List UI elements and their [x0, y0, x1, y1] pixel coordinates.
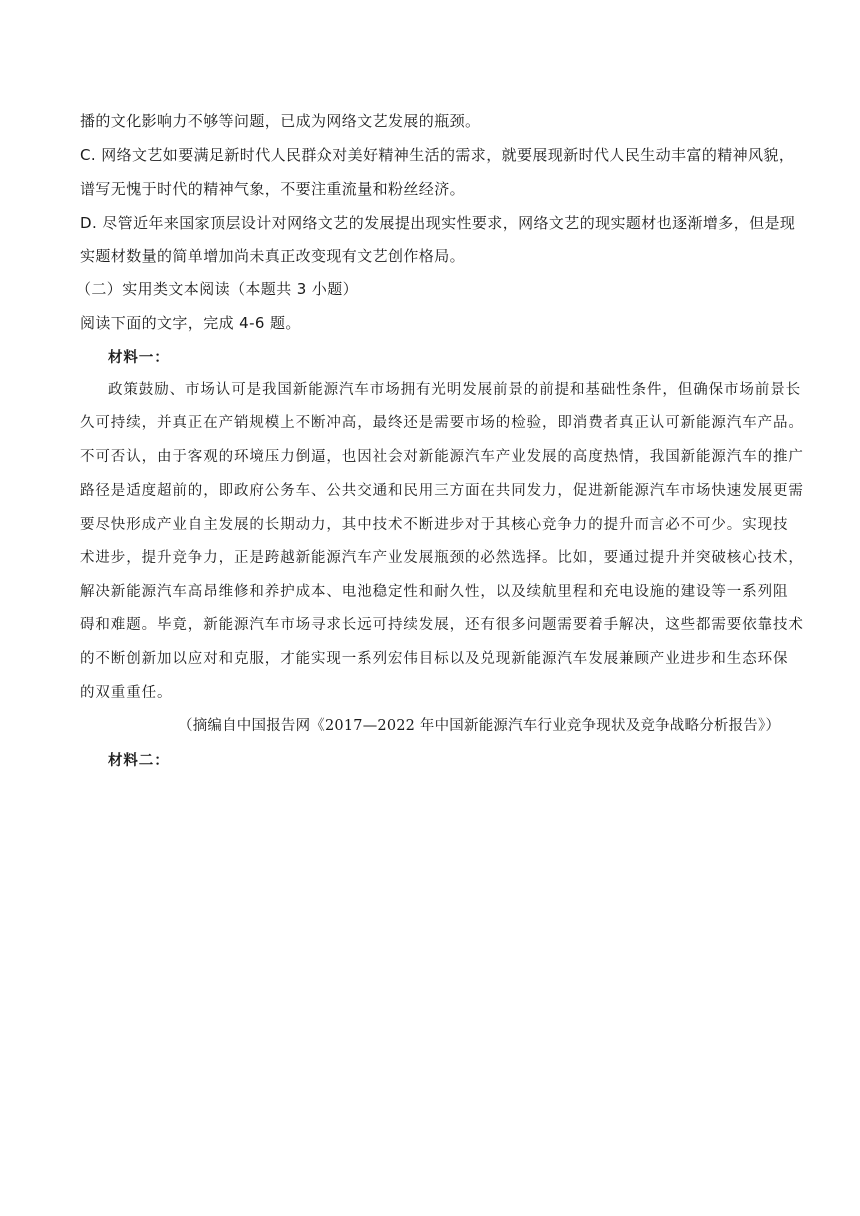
material-1-line: 碍和难题。毕竟，新能源汽车市场寻求长远可持续发展，还有很多问题需要着手解决，这些都需要依靠技术 — [80, 617, 804, 633]
source-citation: （摘编自中国报告网《2017—2022 年中国新能源汽车行业竞争现状及竞争战略分析报告》） — [178, 718, 781, 734]
material-1-line: 的双重重任。 — [80, 685, 173, 701]
material-1-line: 的不断创新加以应对和克服，才能实现一系列宏伟目标以及兑现新能源汽车发展兼顾产业进步和生态环保 — [80, 651, 789, 667]
text-line-continuation: 播的文化影响力不够等问题，已成为网络文艺发展的瓶颈。 — [80, 112, 481, 130]
material-2-label: 材料二： — [108, 752, 170, 769]
section-heading: （二）实用类文本阅读（本题共 3 小题） — [76, 280, 359, 298]
material-1-line: 路径是适度超前的，即政府公务车、公共交通和民用三方面在共同发力，促进新能源汽车市场快速发展更需 — [80, 483, 804, 499]
option-d-line-1: D. 尽管近年来国家顶层设计对网络文艺的发展提出现实性要求，网络文艺的现实题材也逐渐增多，但是现 — [80, 214, 796, 232]
option-d-line-2: 实题材数量的简单增加尚未真正改变现有文艺创作格局。 — [80, 247, 466, 265]
material-1-line: 政策鼓励、市场认可是我国新能源汽车市场拥有光明发展前景的前提和基础性条件，但确保市场前景长 — [108, 382, 801, 398]
material-1-line: 不可否认，由于客观的环境压力倒逼，也因社会对新能源汽车产业发展的高度热情，我国新能源汽车的推广 — [80, 449, 804, 465]
material-1-line: 要尽快形成产业自主发展的长期动力，其中技术不断进步对于其核心竞争力的提升而言必不可少。实现技 — [80, 517, 789, 533]
material-1-line: 解决新能源汽车高昂维修和养护成本、电池稳定性和耐久性，以及续航里程和充电设施的建设等一系列阻 — [80, 584, 789, 600]
option-c-line-1: C. 网络文艺如要满足新时代人民群众对美好精神生活的需求，就要展现新时代人民生动丰富的精神风貌， — [80, 146, 795, 164]
material-1-label: 材料一： — [108, 349, 170, 366]
section-instruction: 阅读下面的文字，完成 4-6 题。 — [80, 314, 301, 332]
option-c-line-2: 谱写无愧于时代的精神气象，不要注重流量和粉丝经济。 — [80, 180, 466, 198]
material-1-line: 术进步，提升竞争力，正是跨越新能源汽车产业发展瓶颈的必然选择。比如，要通过提升并突破核心技术， — [80, 550, 804, 566]
material-1-line: 久可持续，并真正在产销规模上不断冲高，最终还是需要市场的检验，即消费者真正认可新能源汽车产品。 — [80, 415, 804, 431]
